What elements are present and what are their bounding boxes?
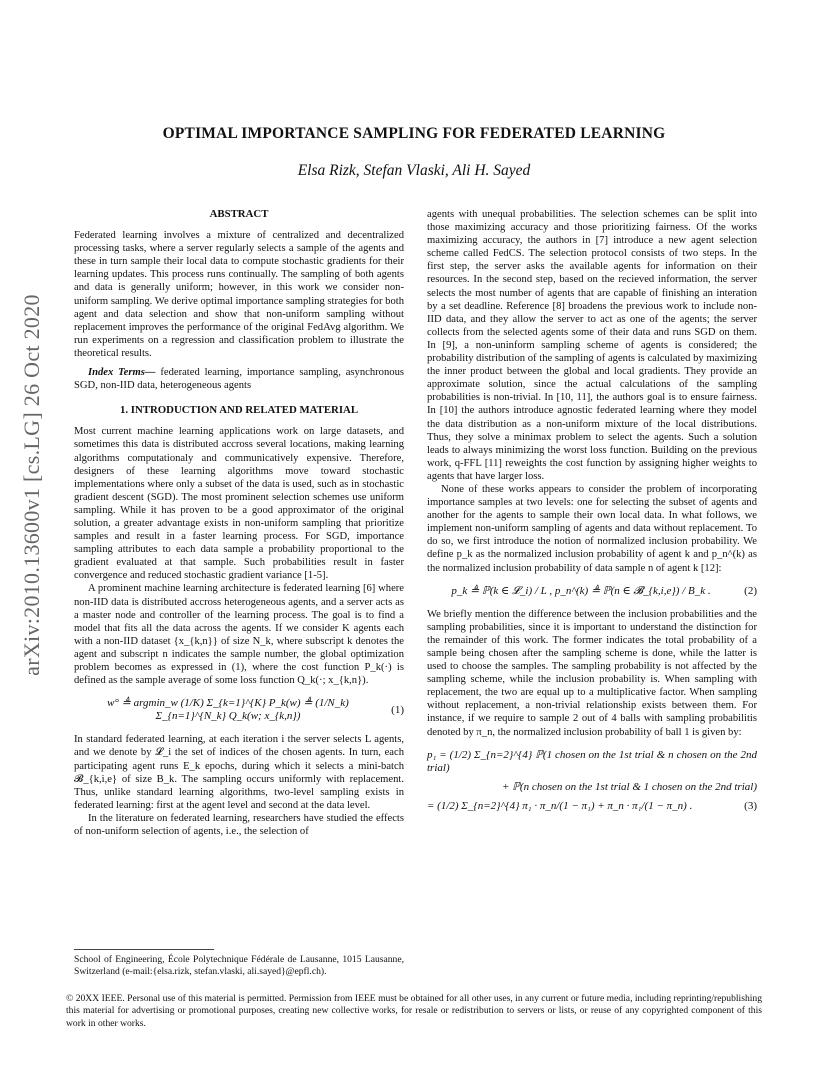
- right-paragraph-2: None of these works appears to consider the problem of incorporating importance samples at two levels: one for selecting the subset of agents and another for the agents to sample their own local data. In what follows, we implement non-uniform sampling of agents and data without replacement. To do so, we first introduce the notion of normalized inclusion probability. We define p_k as the normalized inclusion probability of agent k and p_n^(k) as the normalized inclusion probability of data sample n of agent k [12]:: [427, 483, 757, 574]
- paper-authors: Elsa Rizk, Stefan Vlaski, Ali H. Sayed: [297, 162, 531, 179]
- index-terms-label: Index Terms—: [88, 367, 156, 379]
- equation-3: [427, 749, 757, 813]
- copyright-notice: © 20XX IEEE. Personal use of this material is permitted. Permission from IEEE must be obtained for all other uses, in any current or future media, including reprinting/republishing this material for advertising or promotional purposes, creating new collective works, for resale or redistribution to servers or lists, or reuse of any copyrighted component of this work in other works.: [66, 993, 762, 1029]
- equation-2: [427, 585, 757, 598]
- equation-3-line-2: + ℙ(n chosen on the 1st trial & 1 chosen on the 2nd trial): [502, 780, 757, 793]
- equation-3-number: (3): [744, 799, 757, 812]
- intro-paragraph-3: In standard federated learning, at each iteration i the server selects L agents, and we denote by 𝓛_i the set of indices of the chosen agents. In turn, each participating agent runs E_k epochs, during which it selects a mini-batch 𝓑_{k,i,e} of size B_k. The sampling occurs uniformly with replacement. Thus, unlike standard learning algorithms, two-level sampling exists in federated learning: first at the agent level and second at the data level.: [74, 734, 404, 811]
- index-terms: [74, 366, 404, 392]
- equation-2-number: (2): [744, 584, 757, 597]
- paper-title: OPTIMAL IMPORTANCE SAMPLING FOR FEDERATED LEARNING: [162, 125, 666, 142]
- right-paragraph-1: agents with unequal probabilities. The selection schemes can be split into those maximizing accuracy and those prioritizing fairness. Of the works maximizing accuracy, the authors in [7] introduce a new agent selection scheme called FedCS. The selection protocol consists of two steps. In the first step, the server asks the available agents for information on their resources. In the second step, based on the recieved information, the server selects the most number of agents that are capable of finishing an interation by a set deadline. Reference [8] broadens the previous work to include non-IID data, and they allow the server to act as one of the agents; the server collects from the selected agents some of their data and runs SGD on them. In [9], a non-uninform sampling scheme of agents is considered; the probability distribution of the sampling of agents is calculated by maximizing the inner product between the global and local gradients. They provide an approximate solution, since the actual calculations of the sampling probabilities is non-trivial. In [10, 11], the authors goal is to ensure fairness. In [10] the authors introduce agnostic federated learning where they model the data distribution as a non-uniform mixture of the local distributions. Thus, they solve a minimax problem to select the agents. Such a solution leads to always minimizing the worst loss function. Building on the previous work, q-FFL [11] reweights the cost function by assigning higher weights to agents that have larger loss.: [427, 209, 757, 482]
- equation-1: [74, 697, 404, 723]
- left-column: [74, 208, 404, 838]
- intro-paragraph-4: In the literature on federated learning, researchers have studied the effects of non-uniform selection of agents, i.e., the selection of: [74, 812, 404, 838]
- right-column: [427, 208, 757, 823]
- intro-paragraph-1: Most current machine learning applications work on large datasets, and sometimes this data is distributed accross several locations, making learning algorithms computationaly and communicatively expensive. Therefore, designers of these learning algorithms move toward stochastic implementations where only a subset of the data is used, such as in stochastic gradient descent (SGD). The most prominent selection schemes use uniform sampling. While it has proven to be a good approximator of the original solution, a greater advantage exists in non-uniform sampling that prioritize samples and result in a faster learning process. For SGD, importance sampling attributes to each data sample a probability proportional to the gradient evaluated at that sample. Such probabilities result in faster convergence and reduced stochastic gradient variance [1-5].: [74, 426, 404, 582]
- arxiv-id: arXiv:2010.13600v1 [cs.LG] 26 Oct 2020: [19, 294, 44, 676]
- right-paragraph-3: We briefly mention the difference between the inclusion probabilities and the sampling probabilities, since it is important to understand the distinction for the remainder of this work. The former indicates the total probability of a sample being chosen after the sampling scheme is done, while the latter is used to choose the samples. The sampling probability is not affected by the sampling scheme, while the inclusion probability is. When sampling with replacement, the two are equal up to a multiplicative factor. When sampling without replacement, a non-trivial relationship exists between them. For instance, if we require to sample 2 out of 4 balls with sampling probabilitis denoted by π_n, the normalized inclusion probability of ball 1 is given by:: [427, 608, 757, 738]
- section-heading: 1. INTRODUCTION AND RELATED MATERIAL: [119, 404, 359, 417]
- arxiv-sidebar-stamp: [10, 290, 54, 680]
- abstract-text: Federated learning involves a mixture of centralized and decentralized processing tasks, where a server regularly selects a sample of the agents and these in turn sample their local data to compute stochastic gradients for their learning updates. This process runs continually. The sampling of both agents and data is generally uniform; however, in this work we consider non-uniform sampling. We derive optimal importance sampling strategies for both agent and data selection and show that non-uniform sampling without replacement improves the performance of the original FedAvg algorithm. We run experiments on a regression and classification problem to illustrate the theoretical results.: [74, 230, 404, 359]
- affiliation-footnote: School of Engineering, École Polytechnique Fédérale de Lausanne, 1015 Lausanne, Switzerland (e-mail:{elsa.rizk, stefan.vlaski, ali.sayed}@epfl.ch).: [74, 954, 404, 977]
- index-terms-text: federated learning, importance sampling, asynchronous SGD, non-IID data, heterogeneous agents: [74, 367, 404, 392]
- abstract-heading: ABSTRACT: [209, 208, 269, 220]
- equation-1-body: w° ≜ argmin_w (1/K) Σ_{k=1}^{K} P_k(w) ≜ (1/N_k) Σ_{n=1}^{N_k} Q_k(w; x_{k,n}): [107, 697, 349, 723]
- equation-3-line-1: p₁ = (1/2) Σ_{n=2}^{4} ℙ(1 chosen on the 1st trial & n chosen on the 2nd trial): [427, 748, 757, 774]
- equation-2-body: p_k ≜ ℙ(k ∈ 𝓛_i) / L , p_n^(k) ≜ ℙ(n ∈ 𝓑_{k,i,e}) / B_k .: [451, 584, 711, 597]
- equation-3-line-3: = (1/2) Σ_{n=2}^{4} π₁ · π_n/(1 − π₁) + π_n · π₁/(1 − π_n) .: [427, 799, 693, 812]
- footnote-rule: [74, 949, 214, 950]
- intro-paragraph-2: A prominent machine learning architecture is federated learning [6] where non-IID data is distributed accross heterogeneous agents, and a server acts as a master node and controller of the learning process. The goal is to find a model that fits all the data across the agents. If we consider K agents each with a non-IID dataset {x_{k,n}} of size N_k, where subscript k denotes the agent and subscript n indicates the sample number, the global optimization problem becomes as expressed in (1), where the cost function P_k(·) is defined as the sample average of some loss function Q_k(·; x_{k,n}).: [74, 583, 404, 687]
- equation-1-number: (1): [391, 703, 404, 716]
